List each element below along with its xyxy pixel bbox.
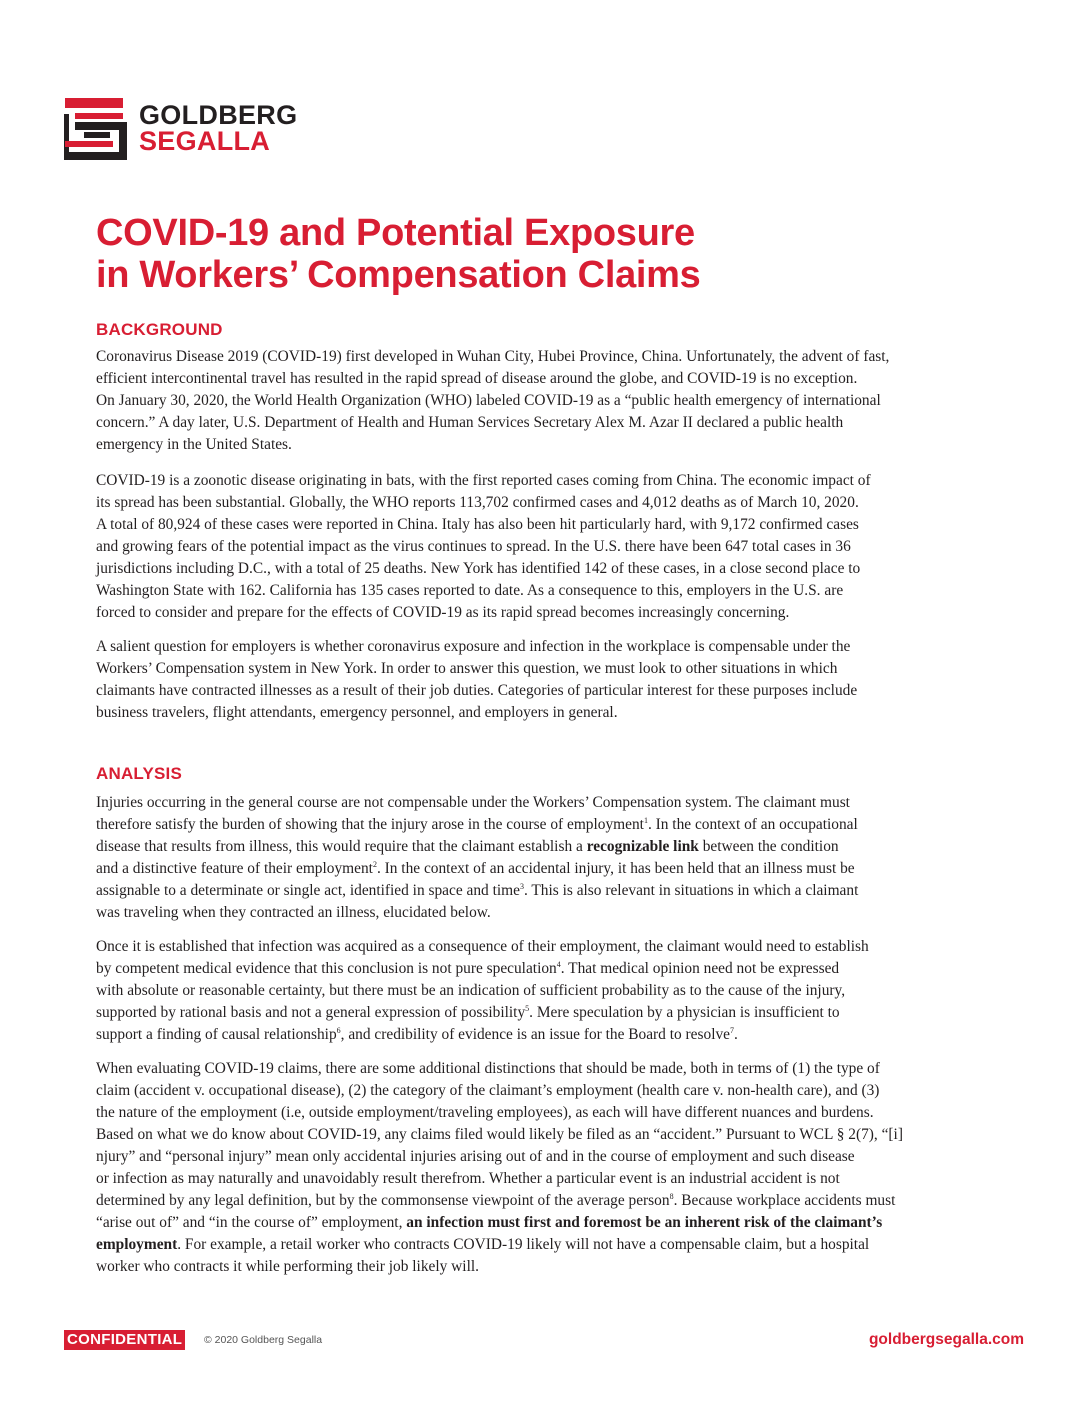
- text-run: . In the context of an occupational: [647, 816, 858, 833]
- text-line: [96, 1234, 996, 1256]
- text-line: A salient question for employers is whether coronavirus exposure and infection in the workplace is compensable under the: [96, 638, 851, 655]
- background-paragraph-1: [96, 346, 996, 456]
- text-run: between the condition: [698, 838, 839, 855]
- text-line: business travelers, flight attendants, emergency personnel, and employers in general.: [96, 704, 618, 721]
- gs-logo-mark-icon: [64, 94, 130, 160]
- text-line: efficient intercontinental travel has resulted in the rapid spread of disease around the globe, and COVID-19 is no exception.: [96, 370, 858, 387]
- analysis-paragraph-1: [96, 792, 996, 924]
- text-line: [96, 1024, 996, 1046]
- text-run: . For example, a retail worker who contracts COVID-19 likely will not have a compensable claim, but a hospital: [177, 1236, 870, 1253]
- text-run: therefore satisfy the burden of showing that the injury arose in the course of employment: [96, 816, 644, 833]
- text-line: emergency in the United States.: [96, 436, 292, 453]
- emphasis-text: an infection must first and foremost be an inherent risk of the claimant’s: [406, 1214, 883, 1231]
- footnote-ref: 3: [519, 882, 524, 891]
- footnote-ref: 8: [669, 1192, 674, 1201]
- text-run: and a distinctive feature of their employment: [96, 860, 373, 877]
- text-run: . This is also relevant in situations in which a claimant: [523, 882, 859, 899]
- title-line-2: in Workers’ Compensation Claims: [96, 254, 701, 296]
- logo-word-goldberg: GOLDBERG: [139, 100, 298, 130]
- text-line: [96, 1190, 996, 1212]
- text-line: Workers’ Compensation system in New York. In order to answer this question, we must look to other situations in which: [96, 660, 838, 677]
- text-run: assignable to a determinate or single act, identified in space and time: [96, 882, 520, 899]
- analysis-paragraph-3: [96, 1058, 996, 1278]
- footnote-ref: 6: [336, 1026, 341, 1035]
- text-line: [96, 814, 996, 836]
- footnote-ref: 2: [372, 860, 377, 869]
- text-line: njury” and “personal injury” mean only accidental injuries arising out of and in the course of employment and such disease: [96, 1148, 855, 1165]
- text-run: “arise out of” and “in the course of” employment,: [96, 1214, 407, 1231]
- footnote-ref: 1: [643, 816, 648, 825]
- website-link[interactable]: goldbergsegalla.com: [868, 1331, 1024, 1348]
- text-line: claim (accident v. occupational disease), (2) the category of the claimant’s employment (health care v. non-health care), and (3): [96, 1082, 880, 1099]
- goldberg-segalla-logo: [64, 94, 334, 164]
- text-line: A total of 80,924 of these cases were reported in China. Italy has also been hit particularly hard, with 9,172 confirmed cases: [96, 516, 859, 533]
- text-run: determined by any legal definition, but by the commonsense viewpoint of the average person: [96, 1192, 670, 1209]
- text-line: concern.” A day later, U.S. Department of Health and Human Services Secretary Alex M. Azar II declared a public health: [96, 414, 844, 431]
- text-run: , and credibility of evidence is an issue for the Board to resolve: [340, 1026, 730, 1043]
- text-line: Injuries occurring in the general course are not compensable under the Workers’ Compensation system. The claimant must: [96, 794, 850, 811]
- text-line: jurisdictions including D.C., with a total of 25 deaths. New York has identified 142 of these cases, in a close second place to: [96, 560, 861, 577]
- section-heading-analysis: ANALYSIS: [96, 764, 182, 783]
- emphasis-text: employment: [96, 1236, 178, 1253]
- text-run: . Mere speculation by a physician is insufficient to: [529, 1004, 840, 1021]
- text-line: Coronavirus Disease 2019 (COVID-19) first developed in Wuhan City, Hubei Province, China. Unfortunately, the advent of fast,: [96, 348, 890, 365]
- text-run: disease that results from illness, this would require that the claimant establish a: [96, 838, 587, 855]
- text-line: its spread has been substantial. Globally, the WHO reports 113,702 confirmed cases and 4,012 deaths as of March 10, 2020.: [96, 494, 859, 511]
- text-line: worker who contracts it while performing their job likely will.: [96, 1258, 479, 1275]
- text-run: supported by rational basis and not a general expression of possibility: [96, 1004, 526, 1021]
- footnote-ref: 7: [730, 1026, 734, 1035]
- text-line: [96, 880, 996, 902]
- text-run: . In the context of an accidental injury, it has been held that an illness must be: [376, 860, 855, 877]
- text-line: [96, 858, 996, 880]
- text-line: was traveling when they contracted an illness, elucidated below.: [96, 904, 491, 921]
- text-line: [96, 1212, 996, 1234]
- title-line-1: COVID-19 and Potential Exposure: [96, 212, 695, 254]
- analysis-paragraph-2: [96, 936, 996, 1046]
- text-run: by competent medical evidence that this conclusion is not pure speculation: [96, 960, 557, 977]
- text-line: [96, 958, 996, 980]
- text-line: with absolute or reasonable certainty, but there must be an indication of sufficient probability as to the cause of the injury,: [96, 982, 846, 999]
- background-paragraph-3: [96, 636, 996, 724]
- logo-word-segalla: SEGALLA: [139, 126, 271, 156]
- text-line: Once it is established that infection was acquired as a consequence of their employment, the claimant would need to establish: [96, 938, 869, 955]
- footnote-ref: 5: [525, 1004, 530, 1013]
- text-line: [96, 836, 996, 858]
- background-paragraph-2: [96, 470, 996, 624]
- text-run: .: [734, 1026, 738, 1043]
- section-heading-background: BACKGROUND: [96, 320, 223, 339]
- text-line: or infection as may naturally and unavoidably result therefrom. Whether a particular event is an industrial accident is not: [96, 1170, 840, 1187]
- text-line: Washington State with 162. California has 135 cases reported to date. As a consequence to this, employers in the U.S. are: [96, 582, 844, 599]
- text-line: When evaluating COVID-19 claims, there are some additional distinctions that should be made, both in terms of (1) the type of: [96, 1060, 880, 1077]
- text-line: On January 30, 2020, the World Health Organization (WHO) labeled COVID-19 as a “public health emergency of international: [96, 392, 881, 409]
- text-run: . That medical opinion need not be expressed: [560, 960, 840, 977]
- text-line: the nature of the employment (i.e, outside employment/traveling employees), as each will have different nuances and burdens.: [96, 1104, 874, 1121]
- confidential-badge: CONFIDENTIAL: [64, 1330, 185, 1350]
- text-line: and growing fears of the potential impact as the virus continues to spread. In the U.S. there have been 647 total cases in 36: [96, 538, 851, 555]
- emphasis-text: recognizable link: [586, 838, 699, 855]
- document-title: [96, 212, 996, 296]
- text-line: COVID-19 is a zoonotic disease originating in bats, with the first reported cases coming from China. The economic impact of: [96, 472, 871, 489]
- footnote-ref: 4: [556, 960, 561, 969]
- copyright-text: © 2020 Goldberg Segalla: [204, 1334, 323, 1346]
- text-line: [96, 1002, 996, 1024]
- text-line: forced to consider and prepare for the effects of COVID-19 as its rapid spread becomes increasingly concerning.: [96, 604, 790, 621]
- text-line: claimants have contracted illnesses as a result of their job duties. Categories of particular interest for these purposes include: [96, 682, 858, 699]
- text-run: . Because workplace accidents must: [673, 1192, 896, 1209]
- text-run: support a finding of causal relationship: [96, 1026, 337, 1043]
- text-line: Based on what we do know about COVID-19, any claims filed would likely be filed as an “accident.” Pursuant to WCL § 2(7), “[i]: [96, 1126, 903, 1143]
